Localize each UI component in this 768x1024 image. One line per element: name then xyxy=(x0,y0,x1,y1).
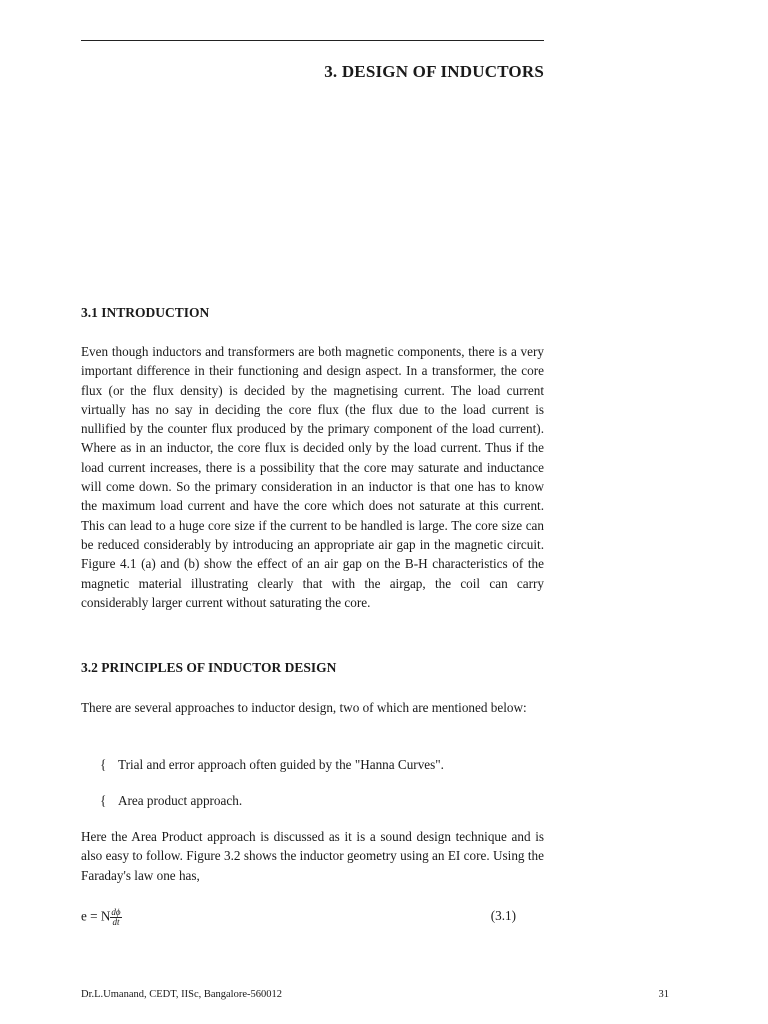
page-number: 31 xyxy=(658,989,669,1000)
list-item-text: Trial and error approach often guided by the "Hanna Curves". xyxy=(118,757,444,772)
introduction-paragraph: Even though inductors and transformers are both magnetic components, there is a very important difference in their functioning and design aspect. In a transformer, the core flux (or the flux density) is decided by the magnetising current. The load current virtually has no say in deciding the core flux (the flux due to the load current is nullified by the counter flux produced by the primary component of the load current). Where as in an inductor, the core flux is decided only by the load current. Thus if the load current increases, there is a possibility that the core may saturate and inductance will come down. So the primary consideration in an inductor is that one has to know the maximum load current and have the core which does not saturate at this current. This can lead to a huge core size if the current to be handled is large. The core size can be reduced considerably by introducing an appropriate air gap in the magnetic circuit. Figure 4.1 (a) and (b) show the effect of an air gap on the B-H characteristics of the magnetic material illustrating clearly that with the airgap, the coil can carry considerably larger current without saturating the core. xyxy=(81,344,544,610)
list-item xyxy=(100,755,444,774)
list-item xyxy=(100,791,242,810)
equation-expression xyxy=(81,908,122,927)
equation-fraction xyxy=(110,908,121,927)
area-product-paragraph: Here the Area Product approach is discussed as it is a sound design technique and is also easy to follow. Figure 3.2 shows the inductor geometry using an EI core. Using the Faraday's law one has, xyxy=(81,829,544,883)
fraction-numerator: dϕ xyxy=(111,907,121,917)
bullet-icon: { xyxy=(100,793,107,808)
section-heading-introduction: 3.1 INTRODUCTION xyxy=(81,305,210,320)
bullet-icon: { xyxy=(100,757,107,772)
fraction-denominator: dt xyxy=(112,917,120,927)
principles-intro-paragraph: There are several approaches to inductor design, two of which are mentioned below: xyxy=(81,700,527,715)
section-heading-principles: 3.2 PRINCIPLES OF INDUCTOR DESIGN xyxy=(81,660,337,675)
equation-number: (3.1) xyxy=(490,908,516,923)
equation-lhs: e = N xyxy=(81,908,111,924)
header-rule xyxy=(81,40,544,41)
footer-author: Dr.L.Umanand, CEDT, IISc, Bangalore-560012 xyxy=(81,989,283,1000)
list-item-text: Area product approach. xyxy=(118,793,243,808)
chapter-title: 3. DESIGN OF INDUCTORS xyxy=(324,62,544,81)
